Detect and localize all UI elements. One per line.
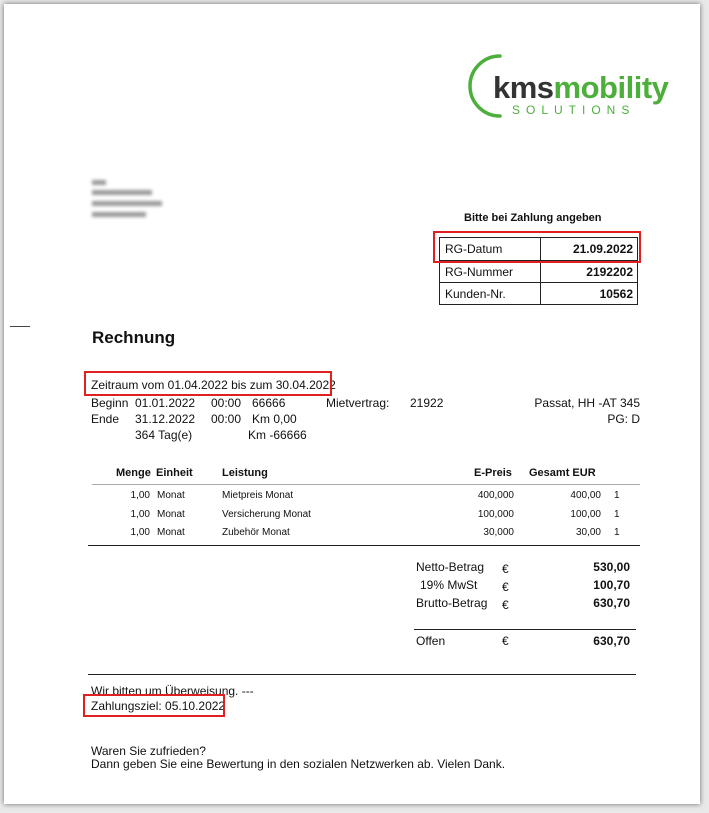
payment-label: RG-Nummer <box>445 265 513 279</box>
transfer-request: Wir bitten um Überweisung. --- <box>91 684 254 698</box>
end-km: Km 0,00 <box>252 412 297 426</box>
row-service: Mietpreis Monat <box>222 490 294 501</box>
payment-value: 2192202 <box>586 265 633 279</box>
begin-label: Beginn <box>91 396 129 410</box>
net-amount: 530,00 <box>593 560 630 574</box>
row-tax-code: 1 <box>614 509 620 520</box>
open-amount: 630,70 <box>593 634 630 648</box>
header-service: Leistung <box>222 467 268 479</box>
page-title: Rechnung <box>92 328 176 347</box>
row-qty: 1,00 <box>130 509 150 520</box>
begin-km: 66666 <box>252 396 286 410</box>
currency-symbol: € <box>502 598 509 612</box>
begin-date: 01.01.2022 <box>135 396 196 410</box>
review-request: Dann geben Sie eine Bewertung in den sozialen Netzwerken ab. Vielen Dank. <box>91 757 506 771</box>
begin-time: 00:00 <box>211 396 242 410</box>
row-total: 100,00 <box>570 509 601 520</box>
logo-wordmark <box>493 70 668 106</box>
end-date: 31.12.2022 <box>135 412 196 426</box>
header-total: Gesamt EUR <box>529 467 596 479</box>
open-divider <box>414 629 636 630</box>
header-price: E-Preis <box>474 467 512 479</box>
highlight-billing-period <box>84 371 332 396</box>
header-divider <box>92 484 640 485</box>
logo-text-kms: kms <box>493 70 554 105</box>
row-price: 30,000 <box>483 527 514 538</box>
payment-value: 10562 <box>599 287 633 301</box>
gross-amount: 630,70 <box>593 596 630 610</box>
net-label: Netto-Betrag <box>416 560 485 574</box>
payment-row-number <box>440 260 637 282</box>
currency-symbol: € <box>502 634 509 648</box>
km-difference: Km -66666 <box>248 428 307 442</box>
payment-label: Kunden-Nr. <box>445 287 506 301</box>
fold-mark <box>10 326 30 327</box>
row-service: Versicherung Monat <box>222 509 311 520</box>
end-time: 00:00 <box>211 412 242 426</box>
row-service: Zubehör Monat <box>222 527 290 538</box>
vat-label: 19% MwSt <box>420 578 478 592</box>
row-unit: Monat <box>157 509 185 520</box>
payment-row-customer <box>440 282 637 304</box>
row-qty: 1,00 <box>130 527 150 538</box>
logo-tagline: SOLUTIONS <box>512 103 636 117</box>
open-label: Offen <box>416 634 446 648</box>
payment-value: 21.09.2022 <box>572 242 633 256</box>
row-total: 30,00 <box>575 527 601 538</box>
highlight-payment-due <box>83 694 225 717</box>
satisfaction-question: Waren Sie zufrieden? <box>91 744 206 758</box>
row-unit: Monat <box>157 527 185 538</box>
row-qty: 1,00 <box>130 490 150 501</box>
header-qty: Menge <box>116 467 151 479</box>
row-unit: Monat <box>157 490 185 501</box>
footer-divider <box>88 674 636 675</box>
payment-label: RG-Datum <box>445 242 503 256</box>
row-price: 100,000 <box>477 509 514 520</box>
currency-symbol: € <box>502 580 509 594</box>
header-unit: Einheit <box>156 467 193 479</box>
row-price: 400,000 <box>477 490 514 501</box>
price-group: PG: D <box>607 412 640 426</box>
payment-due: Zahlungsziel: 05.10.2022 <box>91 699 226 713</box>
row-tax-code: 1 <box>614 490 620 501</box>
vehicle: Passat, HH -AT 345 <box>534 396 640 410</box>
currency-symbol: € <box>502 562 509 576</box>
billing-period: Zeitraum vom 01.04.2022 bis zum 30.04.2022 <box>91 378 336 392</box>
contract-number: 21922 <box>410 396 444 410</box>
row-tax-code: 1 <box>614 527 620 538</box>
vat-amount: 100,70 <box>593 578 630 592</box>
contract-label: Mietvertrag: <box>326 396 390 410</box>
gross-label: Brutto-Betrag <box>416 596 488 610</box>
invoice-page <box>4 4 700 804</box>
payment-box-heading: Bitte bei Zahlung angeben <box>464 212 602 224</box>
rental-days: 364 Tag(e) <box>135 428 193 442</box>
end-label: Ende <box>91 412 120 426</box>
highlight-invoice-date <box>433 231 641 263</box>
row-total: 400,00 <box>570 490 601 501</box>
logo-text-mobility: mobility <box>553 70 669 105</box>
items-end-divider <box>88 545 640 546</box>
